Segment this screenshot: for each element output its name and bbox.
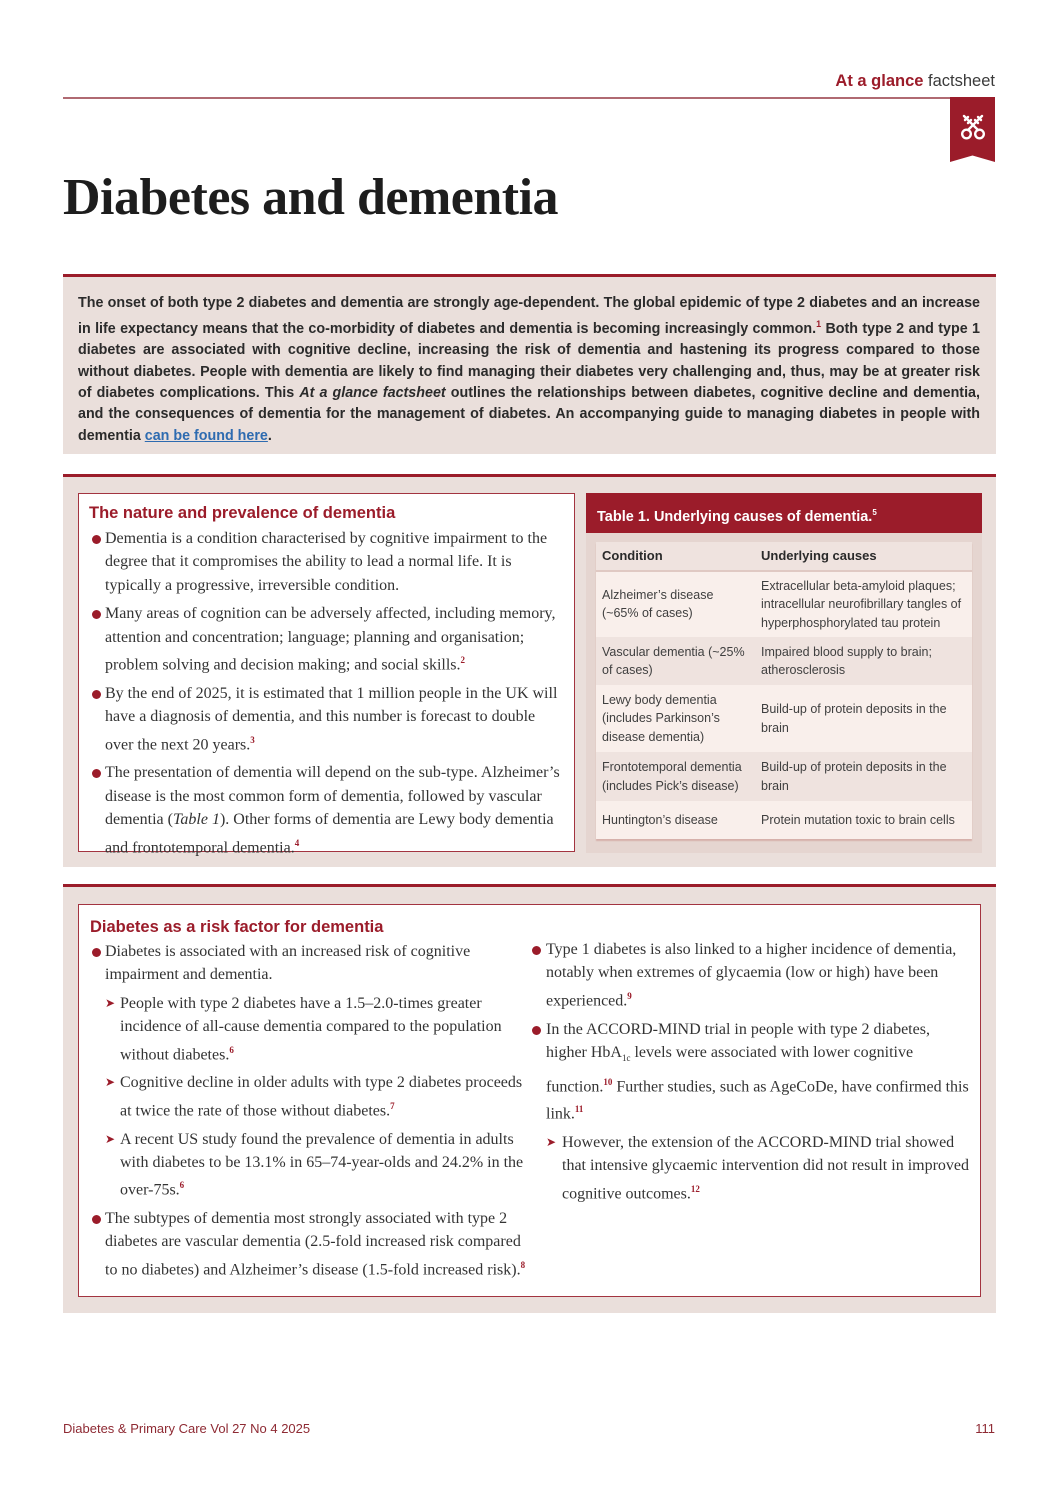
list-item <box>532 938 972 1013</box>
intro-text-3: outlines the relationships between diabetes, cognitive decline and dementia, and the consequences of dementia for the management of diabetes. An accompanying guide to managing diabetes in people with dementia <box>78 384 980 444</box>
risk-left-subbullets <box>79 992 532 1202</box>
factsheet-label-accent: At a glance <box>835 72 924 90</box>
reference-6: 6 <box>229 1044 234 1055</box>
list-item <box>79 1207 532 1282</box>
bullet-text: Many areas of cognition can be adversely affected, including memory, attention and concentration; language; planning and organisation; problem solving and decision making; and social skills. <box>105 605 556 674</box>
list-item <box>79 602 566 677</box>
factsheet-label <box>835 72 995 91</box>
intro-text-2: Both type 2 and type 1 diabetes are associated with cognitive decline, increasing the risk of dementia and hastening its progress compared to those without diabetes. People with dementia are likely to find managing their diabetes very challenging and, thus, may be at greater risk of diabetes complications. This <box>78 321 981 401</box>
header-ribbon <box>950 97 995 162</box>
table-cell: Lewy body dementia (includes Parkinson’s disease dementia) <box>596 685 755 752</box>
risk-right-subbullets <box>532 1131 972 1206</box>
column-header-causes: Underlying causes <box>755 542 972 571</box>
bullet-text: The subtypes of dementia most strongly associated with type 2 diabetes are vascular dementia (2.5-fold increased risk compared to no diabetes) and Alzheimer’s disease (1.5-fold increased risk). <box>105 1210 521 1279</box>
table-row <box>596 571 972 638</box>
guide-link[interactable]: can be found here <box>144 427 268 444</box>
intro-italic: At a glance factsheet <box>299 384 446 401</box>
risk-right-column <box>532 933 972 1282</box>
subbullet-text: However, the extension of the ACCORD-MIND trial showed that intensive glycaemic intervention did not result in improved cognitive outcomes. <box>562 1134 970 1203</box>
bullet-text: Further studies, such as AgeCoDe, have confirmed this link. <box>546 1077 969 1123</box>
bullet-text: By the end of 2025, it is estimated that 1 million people in the UK will have a diagnosis of dementia, and this number is forecast to double over the next 20 years. <box>105 684 558 753</box>
reference-12: 12 <box>690 1183 700 1194</box>
table-row <box>596 752 972 801</box>
table-row <box>596 685 972 752</box>
list-item <box>79 992 532 1067</box>
reference-7: 7 <box>390 1100 395 1111</box>
list-item <box>532 1131 972 1206</box>
intro-panel <box>63 274 996 454</box>
table-cell: Huntington’s disease <box>596 801 755 839</box>
risk-section-title: Diabetes as a risk factor for dementia <box>90 918 384 936</box>
page-title: Diabetes and dementia <box>63 169 559 226</box>
list-item <box>79 682 566 757</box>
reference-9: 9 <box>627 990 632 1001</box>
nature-bullets <box>79 527 566 859</box>
table-cell: Build-up of protein deposits in the brain <box>755 685 972 752</box>
intro-text-1: The onset of both type 2 diabetes and dementia are strongly age-dependent. The global epidemic of type 2 diabetes and an increase in life expectancy means that the co-morbidity of diabetes and dementia is becoming increasingly common. <box>78 295 980 338</box>
subbullet-text: People with type 2 diabetes have a 1.5–2.0-times greater incidence of all-cause dementia compared to the population without diabetes. <box>120 994 502 1063</box>
reference-6: 6 <box>179 1180 185 1191</box>
reference-3: 3 <box>250 734 255 745</box>
bullet-text: The presentation of dementia will depend on the sub-type. Alzheimer’s disease is the most common form of dementia, followed by vascular dementia ( <box>105 764 560 829</box>
journal-footer: Diabetes & Primary Care Vol 27 No 4 2025 <box>63 1421 311 1436</box>
risk-box <box>78 904 981 1297</box>
column-header-condition: Condition <box>596 542 755 571</box>
list-item <box>79 527 566 597</box>
intro-end: . <box>267 427 272 444</box>
risk-left-bullets-2 <box>79 1207 532 1282</box>
bullet-text: ). Other forms of dementia are Lewy body dementia and frontotemporal dementia. <box>105 811 554 856</box>
hba1c-subscript: 1c <box>621 1053 631 1064</box>
list-item <box>79 761 566 859</box>
reference-4: 4 <box>294 837 300 848</box>
reference-5: 5 <box>872 508 877 517</box>
risk-section-panel <box>63 884 996 1313</box>
risk-right-bullets <box>532 938 972 1126</box>
risk-left-bullets <box>79 940 532 987</box>
reference-1: 1 <box>816 319 822 330</box>
table1-caption-text: Table 1. Underlying causes of dementia. <box>597 508 873 525</box>
table-cell: Build-up of protein deposits in the brain <box>755 752 972 801</box>
reference-2: 2 <box>460 655 466 666</box>
bullet-text: In the ACCORD-MIND trial in people with type 2 diabetes, higher HbA <box>546 1020 930 1061</box>
list-item <box>79 1071 532 1122</box>
subbullet-text: A recent US study found the prevalence of dementia in adults with diabetes to be 13.1% in 65–74-year-olds and 24.2% in the over-75s. <box>120 1130 524 1199</box>
crossed-keys-icon <box>957 111 989 143</box>
reference-8: 8 <box>520 1259 526 1270</box>
table-cell: Protein mutation toxic to brain cells <box>755 801 972 839</box>
bullet-text: levels were associated with lower cognitive function. <box>546 1043 914 1095</box>
subbullet-text: Cognitive decline in older adults with type 2 diabetes proceeds at twice the rate of those without diabetes. <box>120 1074 523 1120</box>
reference-10: 10 <box>603 1076 613 1087</box>
factsheet-label-rest: factsheet <box>923 72 995 90</box>
table1-panel <box>586 493 982 853</box>
bullet-text: Dementia is a condition characterised by cognitive impairment to the degree that it compromises the ability to lead a normal life. It is typically a progressive, irreversible condition. <box>105 530 548 594</box>
table-row <box>596 637 972 685</box>
risk-columns <box>90 937 972 1282</box>
bullet-text: Diabetes is associated with an increased risk of cognitive impairment and dementia. <box>105 943 471 984</box>
table-cell: Impaired blood supply to brain; atherosclerosis <box>755 637 972 685</box>
causes-table <box>596 542 972 839</box>
reference-11: 11 <box>574 1104 584 1115</box>
bullet-text: Type 1 diabetes is also linked to a higher incidence of dementia, notably when extremes of glycaemia (low or high) have been experienced. <box>546 941 957 1010</box>
nature-section-panel <box>63 474 996 867</box>
table1-caption <box>586 493 982 533</box>
list-item <box>532 1018 972 1126</box>
table-cell: Alzheimer’s disease (~65% of cases) <box>596 571 755 638</box>
list-item <box>79 1128 532 1203</box>
header-rule <box>63 97 950 99</box>
nature-box <box>78 493 575 856</box>
nature-section-title: The nature and prevalence of dementia <box>89 504 396 522</box>
table-reference[interactable]: Table 1 <box>172 811 220 829</box>
page-number: 111 <box>975 1421 995 1436</box>
table-cell: Frontotemporal dementia (includes Pick’s disease) <box>596 752 755 801</box>
table-cell: Extracellular beta-amyloid plaques; intracellular neurofibrillary tangles of hyperphosphorylated tau protein <box>755 571 972 638</box>
risk-left-column <box>79 937 532 1282</box>
table-row <box>596 801 972 839</box>
list-item <box>79 940 532 987</box>
table-cell: Vascular dementia (~25% of cases) <box>596 637 755 685</box>
table-header-row <box>596 542 972 571</box>
